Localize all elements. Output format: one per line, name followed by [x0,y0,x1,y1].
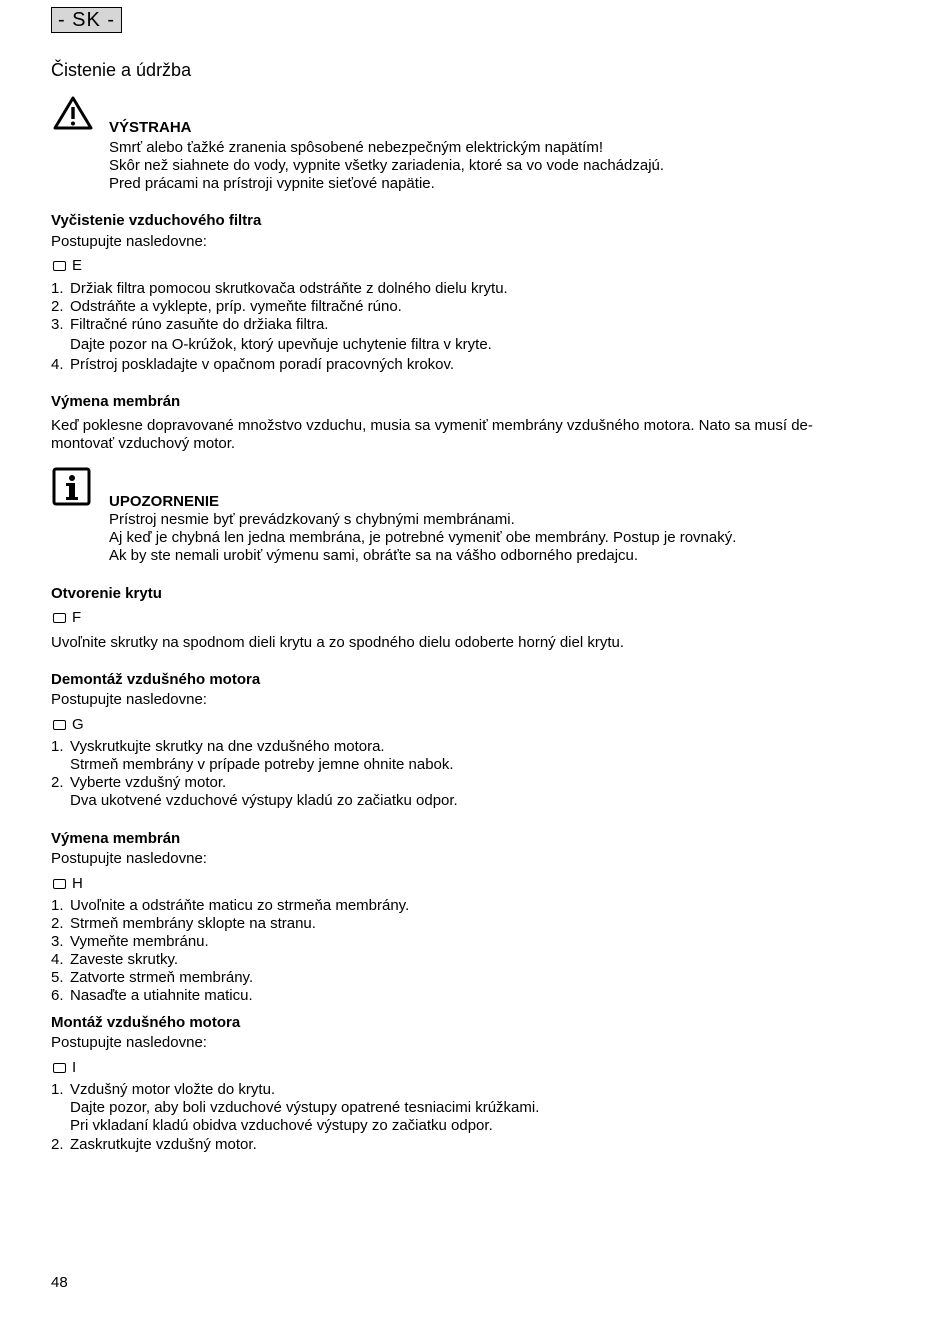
warning-line: Pred prácami na prístroji vypnite sieťové napätie. [109,175,435,192]
language-tag: - SK - [51,7,122,33]
warning-icon [53,95,93,131]
paragraph: Uvoľnite skrutky na spodnom dieli krytu a zo spodného dielu odoberte horný diel krytu. [51,634,625,651]
figure-ref-icon [53,261,66,271]
warning-heading: VÝSTRAHA [109,119,192,136]
figure-ref-h [53,875,83,893]
list-item: 4. Zaveste skrutky. [51,951,179,968]
notice-heading: UPOZORNENIE [109,493,220,510]
figure-ref-icon [53,613,66,623]
list-item-note: Pri vkladaní kladú obidva vzduchové výstupy zo začiatku odpor. [70,1117,493,1134]
warning-line: Skôr než siahnete do vody, vypnite všetky zariadenia, ktoré sa vo vode nachádzajú. [109,157,665,174]
list-item: 1. Držiak filtra pomocou skrutkovača odstráňte z dolného dielu krytu. [51,280,508,297]
list-item: 1. Vyskrutkujte skrutky na dne vzdušného motora. [51,738,385,755]
warning-line: Smrť alebo ťažké zranenia spôsobené nebezpečným elektrickým napätím! [109,139,604,156]
section-heading-membrane: Výmena membrán [51,393,181,410]
figure-ref-f [53,609,81,627]
notice-line: Prístroj nesmie byť prevádzkovaný s chybnými membránami. [109,511,515,528]
figure-ref-e [53,257,82,275]
figure-ref-i [53,1059,76,1077]
list-item: 2. Zaskrutkujte vzdušný motor. [51,1136,257,1153]
list-item-note: Dajte pozor na O-krúžok, ktorý upevňuje uchytenie filtra v kryte. [70,336,492,353]
page-number: 48 [51,1274,68,1291]
section-heading-cover: Otvorenie krytu [51,585,162,602]
figure-ref-label: G [72,716,84,733]
figure-ref-label: H [72,875,83,892]
list-item: 3. Filtračné rúno zasuňte do držiaka filtra. [51,316,329,333]
list-item-note: Dajte pozor, aby boli vzduchové výstupy opatrené tesniacimi krúžkami. [70,1099,540,1116]
section-heading-mount: Montáž vzdušného motora [51,1014,241,1031]
list-item: 1. Vzdušný motor vložte do krytu. [51,1081,276,1098]
mount-intro: Postupujte nasledovne: [51,1034,207,1051]
list-item: 1. Uvoľnite a odstráňte maticu zo strmeňa membrány. [51,897,410,914]
notice-line: Ak by ste nemali urobiť výmenu sami, obráťte sa na vášho odborného predajcu. [109,547,639,564]
figure-ref-g [53,716,84,734]
list-item: 6. Nasaďte a utiahnite maticu. [51,987,253,1004]
figure-ref-label: I [72,1059,77,1076]
figure-ref-label: E [72,257,83,274]
list-item-note: Strmeň membrány v prípade potreby jemne ohnite nabok. [70,756,454,773]
list-item: 2. Vyberte vzdušný motor. [51,774,227,791]
section-heading-demount: Demontáž vzdušného motora [51,671,261,688]
filter-intro: Postupujte nasledovne: [51,233,207,250]
list-item: 4. Prístroj poskladajte v opačnom poradí pracovných krokov. [51,356,455,373]
list-item-note: Dva ukotvené vzduchové výstupy kladú zo začiatku odpor. [70,792,458,809]
figure-ref-label: F [72,609,82,626]
section-heading-filter: Vyčistenie vzduchového filtra [51,212,262,229]
paragraph: montovať vzduchový motor. [51,435,236,452]
notice-line: Aj keď je chybná len jedna membrána, je potrebné vymeniť obe membrány. Postup je rovnaký. [109,529,737,546]
list-item: 2. Odstráňte a vyklepte, príp. vymeňte filtračné rúno. [51,298,402,315]
paragraph: Keď poklesne dopravované množstvo vzduchu, musia sa vymeniť membrány vzdušného motora. Nato sa musí de- [51,417,813,434]
figure-ref-icon [53,879,66,889]
list-item: 5. Zatvorte strmeň membrány. [51,969,254,986]
demount-intro: Postupujte nasledovne: [51,691,207,708]
figure-ref-icon [53,1063,66,1073]
info-icon [52,467,92,507]
page-title: Čistenie a údržba [51,60,192,80]
list-item: 2. Strmeň membrány sklopte na stranu. [51,915,316,932]
figure-ref-icon [53,720,66,730]
replace-intro: Postupujte nasledovne: [51,850,207,867]
section-heading-replace: Výmena membrán [51,830,181,847]
list-item: 3. Vymeňte membránu. [51,933,209,950]
